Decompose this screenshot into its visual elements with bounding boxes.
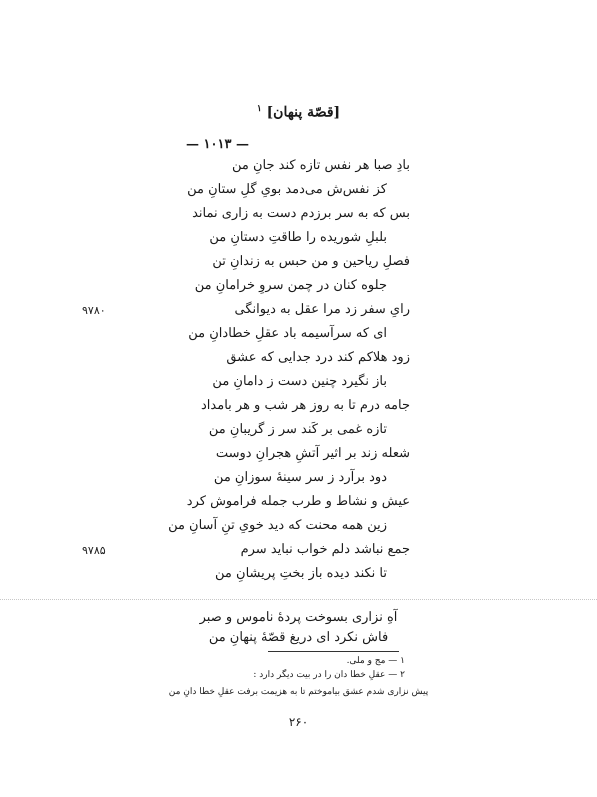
closing-line-2: فاش نکرد ای دریغ قصّهٔ پنهانِ من <box>208 630 389 645</box>
poem-title <box>0 104 597 121</box>
title-footnote-marker: ۱ <box>256 104 262 114</box>
verse-line: جمع نباشد دلم خواب نباید سرم <box>240 542 410 557</box>
verse-line: جامه درم تا به روز هر شب و هر بامداد <box>201 398 410 413</box>
verse-line: زین همه محنت که دید خویِ تنِ آسانِ من <box>168 518 387 533</box>
scan-artifact-line <box>0 599 597 600</box>
verse-number: ۹۷۸۰ <box>82 304 106 317</box>
verse-line: عیش و نشاط و طرب جمله فراموش کرد <box>186 494 410 509</box>
verse-line: بادِ صبا هر نفس تازه کند جانِ من <box>231 158 410 173</box>
closing-line-1: آهِ نزاری بسوخت پردهٔ ناموس و صبر <box>199 610 398 625</box>
verse-line: زود هلاکم کند درد جدایی که عشق <box>226 350 410 365</box>
verse-line: کز نفس‌ش می‌دمد بویِ گلِ ستانِ من <box>187 182 387 197</box>
verse-line: ای که سرآسیمه باد عقلِ خطادانِ من <box>188 326 387 341</box>
page-number: ۲۶۰ <box>288 715 309 729</box>
verse-number: ۹۷۸۵ <box>82 544 106 557</box>
verse-line: بلبلِ شوریده را طاقتِ دستانِ من <box>209 230 387 245</box>
verse-line: رایِ سفر زد مرا عقل به دیوانگی <box>234 302 410 317</box>
verse-line: باز نگیرد چنین دست ز دامانِ من <box>212 374 387 389</box>
verse-line: فصلِ ریاحین و من حبس به زندانِ تن <box>212 254 410 269</box>
page-mark: — ۱۰۱۳ — <box>186 137 249 152</box>
footnote-verse: پیش نزاری شدم عشق بیاموختم تا به هزیمت برفت عقلِ خطا دانِ من <box>168 687 429 697</box>
verse-line: شعله زند بر اثیر آتشِ هجرانِ دوست <box>215 446 410 461</box>
verse-line: بس که به سر برزدم دست به زاری نماند <box>192 206 410 221</box>
verse-line: دود برآرد ز سر سینهٔ سوزانِ من <box>213 470 387 485</box>
footnote-rule <box>268 651 399 652</box>
footnote-1: ۱ — مج و ملی. <box>346 656 405 666</box>
verse-line: تازه غمی بر کَند سر ز گریبانِ من <box>208 422 387 437</box>
verse-line: جلوه کنان در چمن سروِ خرامانِ من <box>194 278 387 293</box>
footnote-2: ۲ — عقلِ خطا دان را در بیت دیگر دارد : <box>253 670 405 680</box>
poem-title-text: [قصّة پنهان] <box>266 104 341 121</box>
verse-line: تا نکند دیده باز بختِ پریشانِ من <box>215 566 387 581</box>
